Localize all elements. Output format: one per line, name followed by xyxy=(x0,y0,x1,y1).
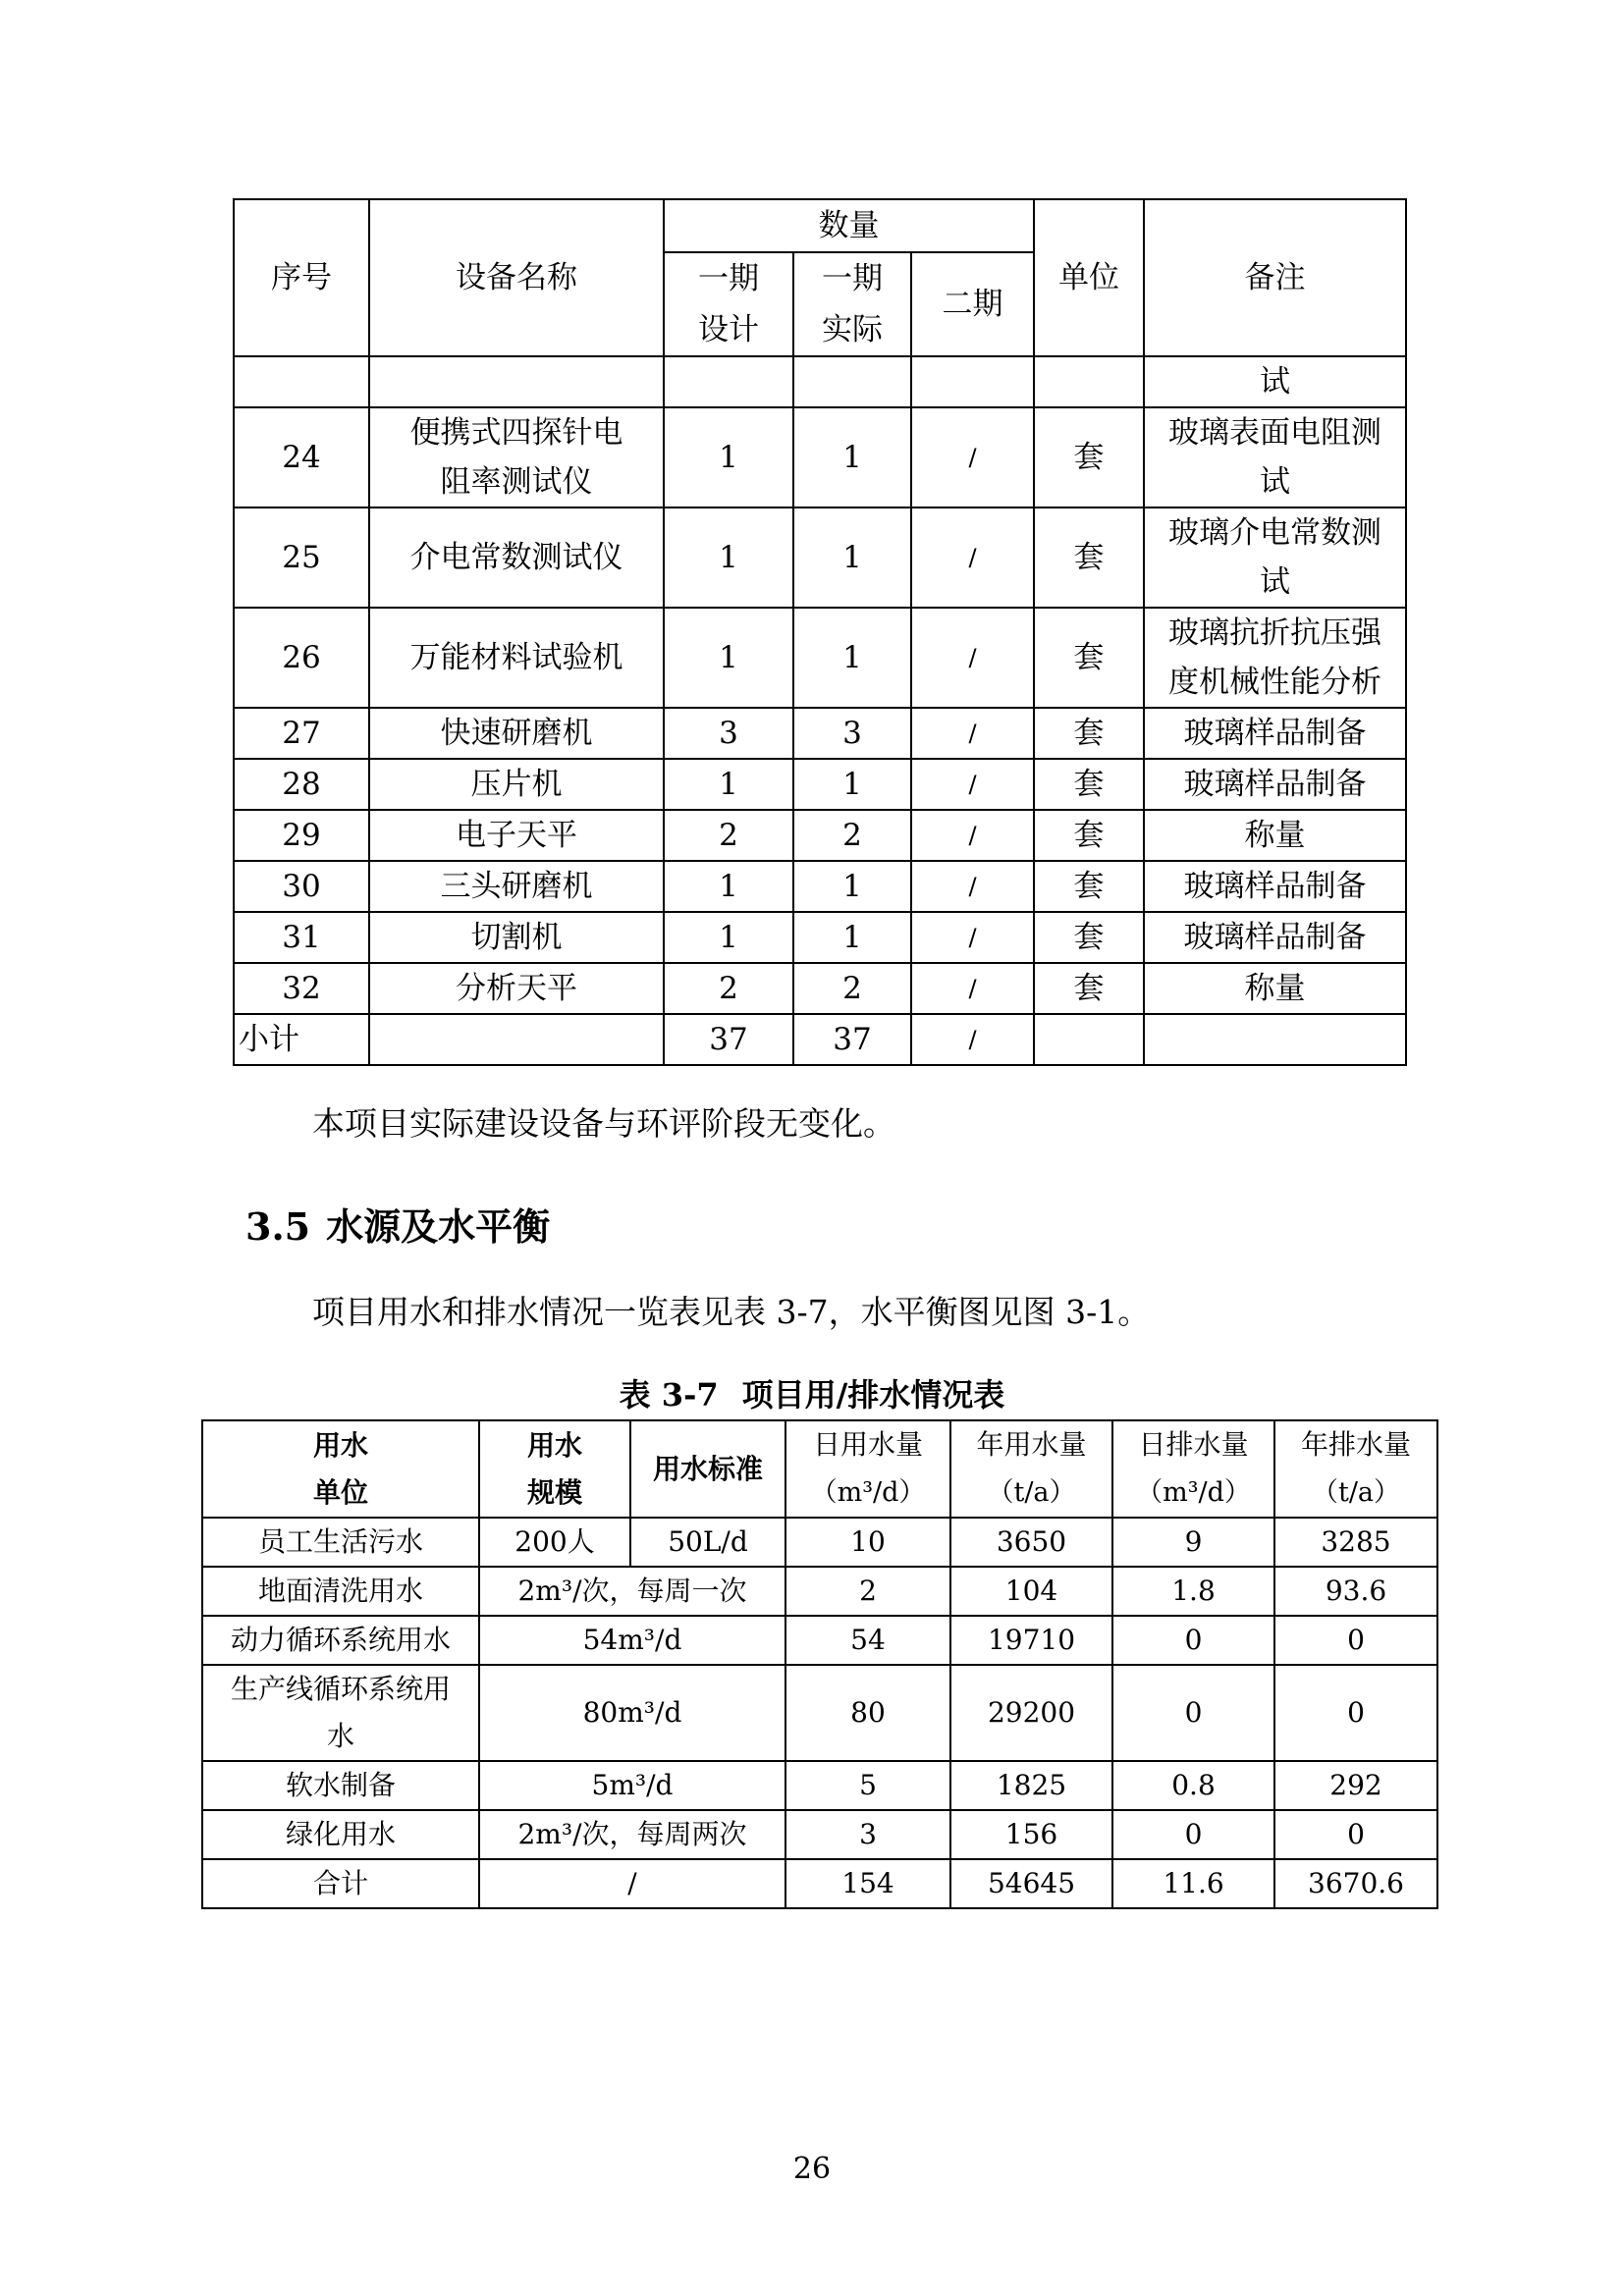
table-row: 25 介电常数测试仪 1 1 / 套 玻璃介电常数测 试 xyxy=(234,507,1406,608)
header-daily-use: 日用水量 （m³/d） xyxy=(785,1420,950,1518)
header-phase2: 二期 xyxy=(911,252,1034,356)
header-remark: 备注 xyxy=(1144,199,1406,356)
section-title: 水源及水平衡 xyxy=(326,1204,551,1249)
header-phase1-design: 一期 设计 xyxy=(664,252,793,356)
section-heading xyxy=(245,1200,550,1255)
table-row: 29 电子天平 2 2 / 套 称量 xyxy=(234,810,1406,861)
header-water-standard: 用水标准 xyxy=(630,1420,785,1518)
table-row: 绿化用水 2m³/次，每周两次 3 156 0 0 xyxy=(202,1810,1437,1859)
header-quantity: 数量 xyxy=(664,199,1034,252)
header-annual-use: 年用水量 （t/a） xyxy=(950,1420,1112,1518)
header-phase1-actual: 一期 实际 xyxy=(793,252,911,356)
table-row: 软水制备 5m³/d 5 1825 0.8 292 xyxy=(202,1761,1437,1810)
equipment-note: 本项目实际建设设备与环评阶段无变化。 xyxy=(312,1104,895,1143)
subtotal-row: 小计 37 37 / xyxy=(234,1014,1406,1065)
table-row: 32 分析天平 2 2 / 套 称量 xyxy=(234,963,1406,1014)
table-row: 28 压片机 1 1 / 套 玻璃样品制备 xyxy=(234,759,1406,810)
header-index: 序号 xyxy=(234,199,369,356)
table-row: 27 快速研磨机 3 3 / 套 玻璃样品制备 xyxy=(234,708,1406,759)
table-row: 26 万能材料试验机 1 1 / 套 玻璃抗折抗压强 度机械性能分析 xyxy=(234,608,1406,708)
header-name: 设备名称 xyxy=(369,199,664,356)
table-row: 员工生活污水 200人 50L/d 10 3650 9 3285 xyxy=(202,1518,1437,1567)
equipment-header-row-1 xyxy=(234,199,1406,252)
section-number: 3.5 xyxy=(245,1204,311,1249)
header-annual-discharge: 年排水量 （t/a） xyxy=(1274,1420,1437,1518)
table-row: 生产线循环系统用 水 80m³/d 80 29200 0 0 xyxy=(202,1665,1437,1761)
table-row: 地面清洗用水 2m³/次，每周一次 2 104 1.8 93.6 xyxy=(202,1567,1437,1616)
header-daily-discharge: 日排水量 （m³/d） xyxy=(1112,1420,1274,1518)
table-row: 30 三头研磨机 1 1 / 套 玻璃样品制备 xyxy=(234,861,1406,912)
water-balance-table xyxy=(201,1419,1438,1909)
water-header-row xyxy=(202,1420,1437,1518)
table-row xyxy=(234,356,1406,407)
equipment-table xyxy=(233,198,1407,1066)
header-water-unit: 用水 单位 xyxy=(202,1420,479,1518)
continuation-remark: 试 xyxy=(1144,356,1406,407)
caption-number: 表 3-7 xyxy=(619,1376,719,1414)
total-row: 合计 / 154 54645 11.6 3670.6 xyxy=(202,1859,1437,1908)
caption-title: 项目用/排水情况表 xyxy=(741,1376,1005,1414)
header-water-scale: 用水 规模 xyxy=(479,1420,630,1518)
table-row: 31 切割机 1 1 / 套 玻璃样品制备 xyxy=(234,912,1406,963)
intro-paragraph: 项目用水和排水情况一览表见表 3-7，水平衡图见图 3-1。 xyxy=(312,1293,1151,1331)
table-row: 24 便携式四探针电 阻率测试仪 1 1 / 套 玻璃表面电阻测 试 xyxy=(234,407,1406,507)
table-row: 动力循环系统用水 54m³/d 54 19710 0 0 xyxy=(202,1616,1437,1665)
header-unit: 单位 xyxy=(1034,199,1144,356)
page-number: 26 xyxy=(792,2152,832,2186)
table-caption xyxy=(0,1370,1624,1419)
